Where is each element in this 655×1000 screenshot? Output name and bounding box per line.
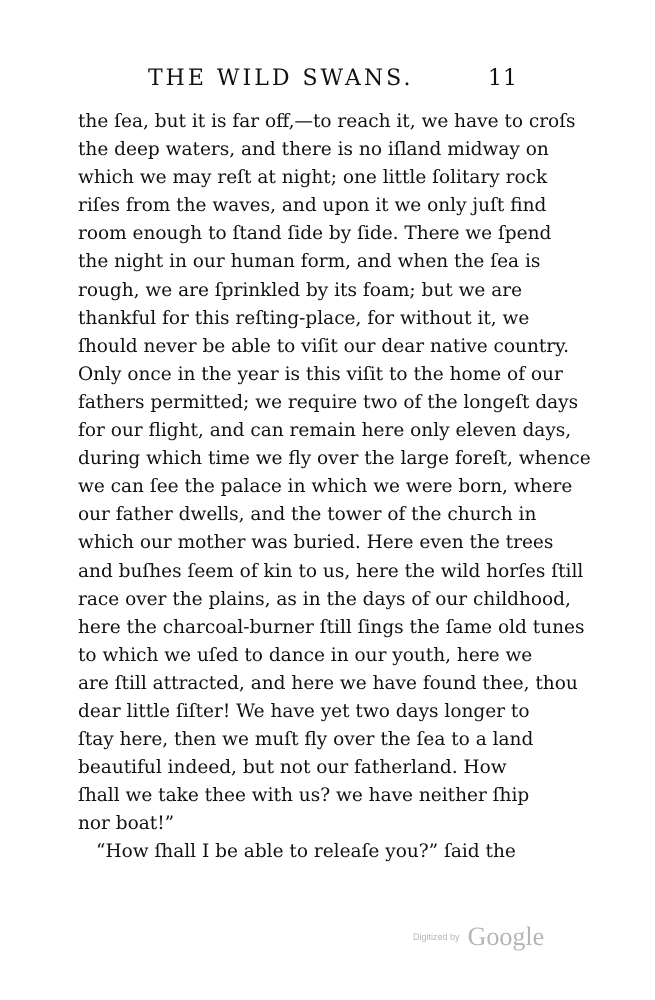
body-text — [78, 108, 591, 867]
text-line: fathers permitted; we require two of the longeſt days — [78, 391, 579, 413]
text-line: and buſhes ſeem of kin to us, here the wild horſes ſtill — [78, 560, 584, 582]
text-line: dear little ſiſter! We have yet two days longer to — [78, 700, 530, 722]
text-line: nor boat!” — [78, 813, 175, 835]
text-line: the night in our human form, and when the ſea is — [78, 251, 541, 273]
digitized-by-watermark — [413, 922, 553, 956]
text-line: the deep waters, and there is no iſland midway on — [78, 139, 549, 161]
page-header — [78, 66, 518, 96]
text-line: the ſea, but it is far off,—to reach it, we have to croſs — [78, 111, 576, 132]
watermark-brand: Google — [467, 922, 545, 951]
text-line: our father dwells, and the tower of the church in — [78, 504, 537, 526]
text-line: are ſtill attracted, and here we have found thee, thou — [78, 672, 578, 694]
text-line: “How ſhall I be able to releaſe you?” ſaid the — [96, 841, 516, 863]
text-line: for our flight, and can remain here only eleven days, — [78, 420, 572, 442]
text-line: rough, we are ſprinkled by its foam; but we are — [78, 279, 523, 301]
page-number: 11 — [488, 66, 518, 91]
text-line: room enough to ſtand ſide by ſide. There we ſpend — [78, 223, 552, 245]
text-line: to which we uſed to dance in our youth, here we — [78, 644, 533, 666]
text-line: thankful for this reſting-place, for without it, we — [78, 307, 530, 329]
text-line: riſes from the waves, and upon it we only juſt find — [78, 195, 547, 217]
text-line: ſtay here, then we muſt fly over the ſea to a land — [78, 729, 534, 751]
text-line: which our mother was buried. Here even the trees — [78, 532, 554, 554]
text-line: we can ſee the palace in which we were born, where — [78, 476, 573, 498]
text-line: ſhould never be able to viſit our dear native country. — [78, 335, 570, 357]
text-line: beautiful indeed, but not our fatherland. How — [78, 757, 507, 779]
text-line: during which time we fly over the large foreſt, whence — [78, 448, 591, 470]
watermark-prefix: Digitized by — [413, 932, 460, 942]
text-line: which we may reſt at night; one little ſolitary rock — [78, 167, 548, 189]
text-line: race over the plains, as in the days of our childhood, — [78, 588, 571, 610]
text-line: ſhall we take thee with us? we have neither ſhip — [78, 785, 530, 807]
running-title: THE WILD SWANS. — [148, 66, 414, 91]
text-line: Only once in the year is this viſit to the home of our — [78, 363, 563, 385]
text-line: here the charcoal-burner ſtill ſings the ſame old tunes — [78, 616, 585, 638]
